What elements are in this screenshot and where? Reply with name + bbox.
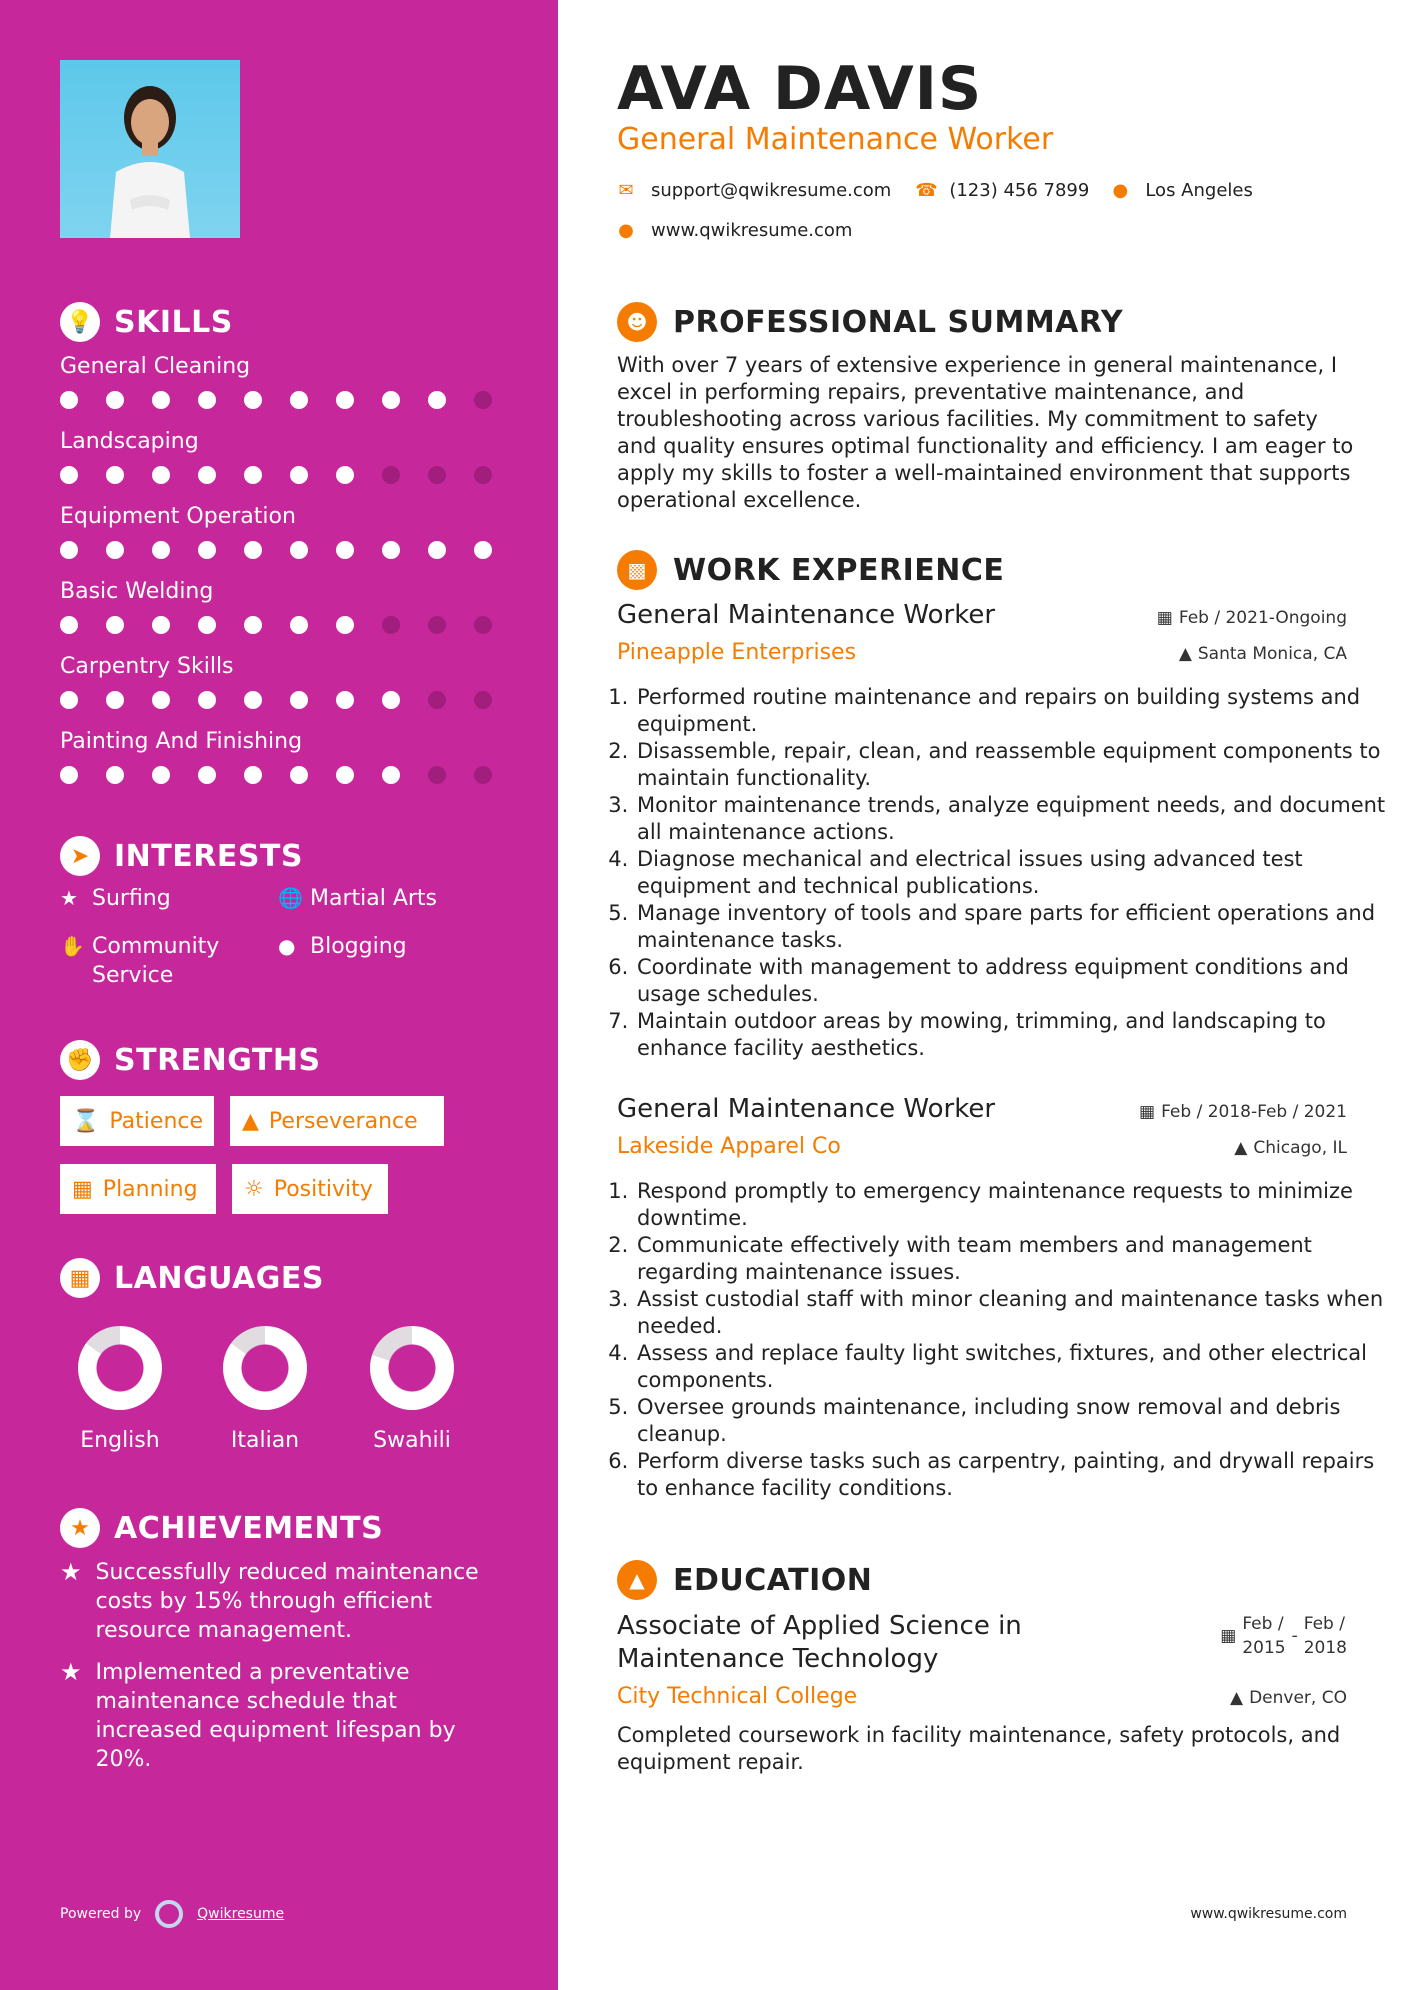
rating-dot bbox=[428, 466, 446, 484]
rating-dot bbox=[106, 616, 124, 634]
rating-dot bbox=[382, 391, 400, 409]
globe-icon: ● bbox=[618, 220, 634, 241]
powered-by-label: Powered by bbox=[60, 1906, 142, 1922]
rating-dot bbox=[152, 616, 170, 634]
users-icon: ● bbox=[278, 934, 296, 958]
pin-icon: ▲ bbox=[1178, 644, 1192, 664]
pin-icon: ▲ bbox=[1230, 1688, 1244, 1708]
interests-heading bbox=[60, 836, 303, 876]
summary-title: PROFESSIONAL SUMMARY bbox=[673, 304, 1124, 340]
rating-dot bbox=[244, 616, 262, 634]
fist-icon: ✊ bbox=[60, 1040, 100, 1080]
languages-title: LANGUAGES bbox=[114, 1260, 324, 1296]
interest-label: Blogging bbox=[310, 934, 407, 959]
language-label: Italian bbox=[230, 1428, 300, 1453]
interest-label: Martial Arts bbox=[310, 886, 438, 911]
rating-dot bbox=[198, 466, 216, 484]
main-content bbox=[558, 0, 1407, 1990]
rating-dot bbox=[60, 466, 78, 484]
rating-dot bbox=[336, 541, 354, 559]
skill-name: Painting And Finishing bbox=[60, 729, 303, 754]
start-year: 2015 bbox=[1242, 1638, 1286, 1658]
summary-heading bbox=[617, 302, 1123, 342]
language-level-ring bbox=[78, 1326, 162, 1410]
interest-label: Community Service bbox=[92, 934, 220, 988]
rating-dot bbox=[60, 766, 78, 784]
duty-item: 5. Oversee grounds maintenance, including snow removal and debris cleanup. bbox=[635, 1394, 1395, 1448]
rating-dot bbox=[244, 766, 262, 784]
calendar-icon: ▦ bbox=[1139, 1102, 1156, 1122]
rating-dot bbox=[60, 616, 78, 634]
language-item bbox=[60, 1326, 180, 1453]
rating-dot bbox=[198, 541, 216, 559]
experience-heading bbox=[617, 550, 1004, 590]
rating-dot bbox=[244, 466, 262, 484]
achievement-item bbox=[60, 1658, 480, 1774]
rating-dot bbox=[336, 616, 354, 634]
strength-badge bbox=[60, 1096, 214, 1146]
job-location bbox=[1179, 644, 1347, 664]
email-text[interactable]: support@qwikresume.com bbox=[651, 180, 892, 201]
duty-item: 5. Manage inventory of tools and spare parts for efficient operations and maintenance tasks. bbox=[635, 900, 1395, 954]
skill-rating bbox=[60, 391, 492, 409]
hourglass-icon: ⌛ bbox=[72, 1108, 100, 1134]
chair-icon: ▩ bbox=[617, 550, 657, 590]
degree-title bbox=[617, 1610, 1022, 1676]
phone-icon: ☎ bbox=[915, 180, 938, 201]
education-start bbox=[1242, 1612, 1285, 1660]
lightbulb-icon: 💡 bbox=[60, 302, 100, 342]
powered-by bbox=[60, 1900, 284, 1928]
job-duties bbox=[617, 1178, 1395, 1502]
company-name: Pineapple Enterprises bbox=[617, 640, 857, 665]
language-level-ring bbox=[223, 1326, 307, 1410]
website-row bbox=[617, 220, 852, 241]
rating-dot bbox=[382, 466, 400, 484]
skill-name: Carpentry Skills bbox=[60, 654, 234, 679]
rating-dot bbox=[336, 766, 354, 784]
school-name: City Technical College bbox=[617, 1684, 858, 1709]
education-description: Completed coursework in facility maintenance, safety protocols, and equipment repair. bbox=[617, 1723, 1341, 1774]
rating-dot bbox=[336, 466, 354, 484]
road-icon: ▲ bbox=[242, 1108, 259, 1134]
rating-dot bbox=[382, 541, 400, 559]
hand-icon: ✋ bbox=[60, 934, 85, 958]
strengths-heading bbox=[60, 1040, 321, 1080]
rating-dot bbox=[152, 766, 170, 784]
contact-row bbox=[617, 180, 1253, 201]
rating-dot bbox=[428, 691, 446, 709]
education-dates bbox=[1220, 1612, 1347, 1660]
duty-item: 2. Communicate effectively with team members and management regarding maintenance issues. bbox=[635, 1232, 1395, 1286]
paper-plane-icon: ➤ bbox=[60, 836, 100, 876]
duty-item: 1. Performed routine maintenance and repairs on building systems and equipment. bbox=[635, 684, 1395, 738]
rating-dot bbox=[290, 541, 308, 559]
education-title: EDUCATION bbox=[673, 1562, 873, 1598]
rating-dot bbox=[336, 391, 354, 409]
candidate-name: AVA DAVIS bbox=[617, 54, 983, 124]
interest-item bbox=[60, 932, 260, 990]
duty-item: 4. Assess and replace faulty light switches, fixtures, and other electrical components. bbox=[635, 1340, 1395, 1394]
footer-url[interactable]: www.qwikresume.com bbox=[1190, 1906, 1347, 1922]
rating-dot bbox=[152, 466, 170, 484]
star-icon: ★ bbox=[60, 886, 78, 910]
rating-dot bbox=[290, 391, 308, 409]
rating-dot bbox=[290, 616, 308, 634]
start-month: Feb / bbox=[1242, 1614, 1284, 1634]
achievements-title: ACHIEVEMENTS bbox=[114, 1510, 384, 1546]
rating-dot bbox=[474, 616, 492, 634]
duty-item: 7. Maintain outdoor areas by mowing, trimming, and landscaping to enhance facility aesthetics. bbox=[635, 1008, 1395, 1062]
strength-label: Positivity bbox=[273, 1176, 373, 1202]
rating-dot bbox=[244, 541, 262, 559]
education-location-text: Denver, CO bbox=[1249, 1688, 1347, 1708]
person-illustration bbox=[60, 60, 240, 238]
rating-dot bbox=[244, 391, 262, 409]
strength-badge bbox=[230, 1096, 444, 1146]
qwikresume-logo-icon bbox=[155, 1900, 183, 1928]
experience-title: WORK EXPERIENCE bbox=[673, 552, 1005, 588]
degree-line: Maintenance Technology bbox=[617, 1644, 939, 1674]
skill-name: Basic Welding bbox=[60, 579, 214, 604]
language-label: Swahili bbox=[373, 1428, 451, 1453]
strengths-title: STRENGTHS bbox=[114, 1042, 321, 1078]
rating-dot bbox=[382, 616, 400, 634]
shooting-star-icon: ★ bbox=[60, 1558, 82, 1586]
duty-item: 2. Disassemble, repair, clean, and reassemble equipment components to maintain functionality. bbox=[635, 738, 1395, 792]
sidebar bbox=[0, 0, 558, 1990]
rating-dot bbox=[198, 616, 216, 634]
skill-name: Landscaping bbox=[60, 429, 199, 454]
duty-item: 4. Diagnose mechanical and electrical issues using advanced test equipment and technical publications. bbox=[635, 846, 1395, 900]
language-label: English bbox=[80, 1428, 160, 1453]
languages-heading bbox=[60, 1258, 324, 1298]
shooting-star-icon: ★ bbox=[60, 1658, 82, 1686]
education-heading bbox=[617, 1560, 872, 1600]
language-item bbox=[352, 1326, 472, 1453]
skills-title: SKILLS bbox=[114, 304, 233, 340]
calendar-icon: ▦ bbox=[72, 1176, 93, 1202]
education-end bbox=[1304, 1612, 1347, 1660]
rating-dot bbox=[152, 691, 170, 709]
rating-dot bbox=[428, 391, 446, 409]
location-pin-icon: ● bbox=[1112, 180, 1129, 201]
skill-name: General Cleaning bbox=[60, 354, 251, 379]
rating-dot bbox=[382, 691, 400, 709]
summary-text: With over 7 years of extensive experience in general maintenance, I excel in performing repairs, preventative maintenance, and troubleshooting across various facilities. My commitment to safety and quality ensures optimal functionality and efficiency. I am eager to apply my skills to foster a well-maintained environment that supports operational excellence. bbox=[617, 353, 1354, 512]
skill-rating bbox=[60, 691, 492, 709]
job-location-text: Santa Monica, CA bbox=[1197, 644, 1347, 664]
duty-item: 1. Respond promptly to emergency maintenance requests to minimize downtime. bbox=[635, 1178, 1395, 1232]
duty-item: 3. Assist custodial staff with minor cleaning and maintenance tasks when needed. bbox=[635, 1286, 1395, 1340]
job-dates bbox=[1157, 608, 1347, 628]
rating-dot bbox=[152, 541, 170, 559]
rating-dot bbox=[474, 691, 492, 709]
rating-dot bbox=[290, 766, 308, 784]
job-title: General Maintenance Worker bbox=[617, 1094, 996, 1124]
degree-line: Associate of Applied Science in bbox=[617, 1611, 1022, 1641]
qwikresume-link[interactable]: Qwikresume bbox=[197, 1906, 285, 1922]
rating-dot bbox=[290, 466, 308, 484]
rating-dot bbox=[382, 766, 400, 784]
date-separator: - bbox=[1291, 1626, 1298, 1646]
rating-dot bbox=[474, 766, 492, 784]
strength-badge bbox=[232, 1164, 388, 1214]
rating-dot bbox=[474, 466, 492, 484]
website-text[interactable]: www.qwikresume.com bbox=[651, 220, 853, 241]
rating-dot bbox=[428, 541, 446, 559]
achievements-heading bbox=[60, 1508, 383, 1548]
rating-dot bbox=[336, 691, 354, 709]
strength-label: Planning bbox=[102, 1176, 198, 1202]
rating-dot bbox=[290, 691, 308, 709]
interests-title: INTERESTS bbox=[114, 838, 303, 874]
education-location bbox=[1230, 1688, 1347, 1708]
skill-rating bbox=[60, 616, 492, 634]
phone-text: (123) 456 7899 bbox=[949, 180, 1090, 201]
achievement-item bbox=[60, 1558, 500, 1645]
job-dates-text: Feb / 2021-Ongoing bbox=[1178, 608, 1347, 628]
rating-dot bbox=[152, 391, 170, 409]
rating-dot bbox=[60, 391, 78, 409]
skill-rating bbox=[60, 466, 492, 484]
candidate-role: General Maintenance Worker bbox=[617, 122, 1054, 157]
rating-dot bbox=[474, 391, 492, 409]
skills-heading bbox=[60, 302, 233, 342]
job-location-text: Chicago, IL bbox=[1253, 1138, 1347, 1158]
pin-icon: ▲ bbox=[1234, 1138, 1248, 1158]
profile-photo bbox=[60, 60, 240, 238]
duty-item: 6. Perform diverse tasks such as carpentry, painting, and drywall repairs to enhance facility conditions. bbox=[635, 1448, 1395, 1502]
rating-dot bbox=[60, 691, 78, 709]
graduation-cap-icon: ▲ bbox=[617, 1560, 657, 1600]
rating-dot bbox=[106, 466, 124, 484]
interest-item bbox=[60, 884, 171, 913]
job-dates bbox=[1139, 1102, 1347, 1122]
duty-item: 6. Coordinate with management to address equipment conditions and usage schedules. bbox=[635, 954, 1395, 1008]
rating-dot bbox=[474, 541, 492, 559]
company-name: Lakeside Apparel Co bbox=[617, 1134, 841, 1159]
language-icon: ▦ bbox=[60, 1258, 100, 1298]
language-item bbox=[205, 1326, 325, 1453]
strength-label: Patience bbox=[109, 1108, 204, 1134]
end-year: 2018 bbox=[1303, 1638, 1347, 1658]
rating-dot bbox=[198, 691, 216, 709]
rating-dot bbox=[106, 691, 124, 709]
rating-dot bbox=[428, 616, 446, 634]
interest-label: Surfing bbox=[92, 886, 171, 911]
rating-dot bbox=[198, 391, 216, 409]
rating-dot bbox=[244, 691, 262, 709]
end-month: Feb / bbox=[1303, 1614, 1345, 1634]
rating-dot bbox=[428, 766, 446, 784]
achievement-text: Successfully reduced maintenance costs by 15% through efficient resource management. bbox=[95, 1560, 479, 1643]
rating-dot bbox=[60, 541, 78, 559]
job-dates-text: Feb / 2018-Feb / 2021 bbox=[1161, 1102, 1347, 1122]
user-icon: ☻ bbox=[617, 302, 657, 342]
location-text: Los Angeles bbox=[1145, 180, 1253, 201]
strength-label: Perseverance bbox=[268, 1108, 418, 1134]
strength-badge bbox=[60, 1164, 216, 1214]
envelope-icon: ✉ bbox=[618, 180, 634, 201]
rating-dot bbox=[106, 766, 124, 784]
rating-dot bbox=[106, 541, 124, 559]
interest-item bbox=[278, 932, 407, 961]
globe-icon: 🌐 bbox=[278, 886, 303, 910]
medal-icon: ★ bbox=[60, 1508, 100, 1548]
job-title: General Maintenance Worker bbox=[617, 600, 996, 630]
skill-rating bbox=[60, 541, 492, 559]
achievement-text: Implemented a preventative maintenance schedule that increased equipment lifespan by 20%. bbox=[95, 1660, 456, 1772]
duty-item: 3. Monitor maintenance trends, analyze equipment needs, and document all maintenance actions. bbox=[635, 792, 1395, 846]
job-duties bbox=[617, 684, 1395, 1062]
calendar-icon: ▦ bbox=[1220, 1626, 1237, 1646]
skill-rating bbox=[60, 766, 492, 784]
rating-dot bbox=[106, 391, 124, 409]
interest-item bbox=[278, 884, 437, 913]
job-location bbox=[1234, 1138, 1347, 1158]
sun-icon: ☼ bbox=[244, 1176, 264, 1202]
skill-name: Equipment Operation bbox=[60, 504, 296, 529]
rating-dot bbox=[198, 766, 216, 784]
language-level-ring bbox=[370, 1326, 454, 1410]
calendar-icon: ▦ bbox=[1156, 608, 1173, 628]
